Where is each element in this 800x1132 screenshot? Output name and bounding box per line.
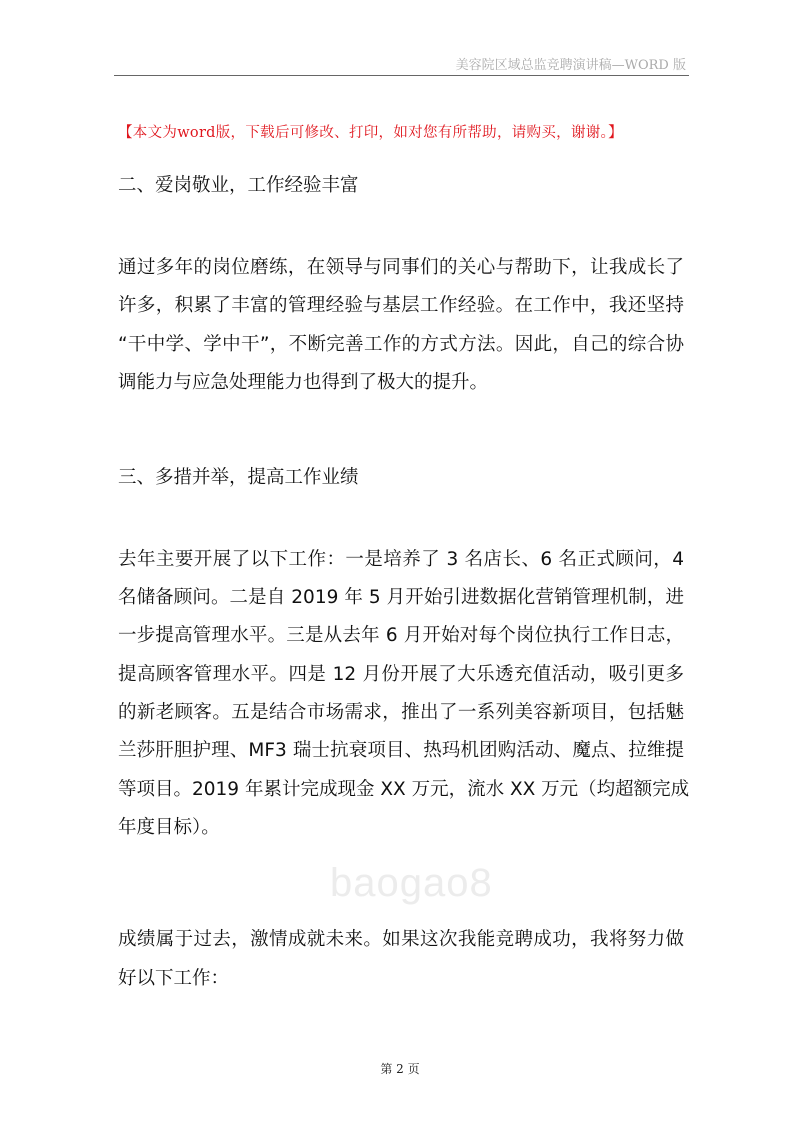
paragraph-line: 好以下工作： [118, 968, 230, 989]
paragraph-line: “干中学、学中干”，不断完善工作的方式方法。因此，自己的综合协 [118, 334, 684, 355]
paragraph-line: 的新老顾客。五是结合市场需求，推出了一系列美容新项目，包括魅 [118, 702, 684, 723]
paragraph-line: 等项目。2019 年累计完成现金 XX 万元，流水 XX 万元（均超额完成 [118, 779, 690, 800]
paragraph-line: 调能力与应急处理能力也得到了极大的提升。 [118, 372, 489, 393]
watermark: baogao8 [330, 861, 493, 905]
paragraph-line: 兰莎肝胆护理、MF3 瑞士抗衰项目、热玛机团购活动、魔点、拉维提 [118, 740, 684, 761]
running-header: 美容院区域总监竞聘演讲稿—WORD 版 [455, 58, 686, 73]
section-heading-2: 二、爱岗敬业，工作经验丰富 [118, 175, 359, 196]
download-notice: 【本文为word版，下载后可修改、打印，如对您有所帮助，请购买，谢谢。】 [118, 125, 623, 141]
paragraph-line: 去年主要开展了以下工作：一是培养了 3 名店长、6 名正式顾问，4 [118, 549, 684, 570]
page-number: 第 2 页 [380, 1062, 420, 1076]
paragraph-line: 通过多年的岗位磨练，在领导与同事们的关心与帮助下，让我成长了 [118, 257, 684, 278]
paragraph-line: 名储备顾问。二是自 2019 年 5 月开始引进数据化营销管理机制，进 [118, 587, 684, 608]
header-divider [114, 75, 689, 76]
section-heading-3: 三、多措并举，提高工作业绩 [118, 467, 359, 488]
paragraph-line: 一步提高管理水平。三是从去年 6 月开始对每个岗位执行工作日志， [118, 625, 684, 646]
paragraph-line: 许多，积累了丰富的管理经验与基层工作经验。在工作中，我还坚持 [118, 295, 684, 316]
paragraph-line: 成绩属于过去，激情成就未来。如果这次我能竞聘成功，我将努力做 [118, 929, 684, 950]
paragraph-line: 年度目标）。 [118, 817, 220, 838]
paragraph-line: 提高顾客管理水平。四是 12 月份开展了大乐透充值活动，吸引更多 [118, 664, 684, 685]
